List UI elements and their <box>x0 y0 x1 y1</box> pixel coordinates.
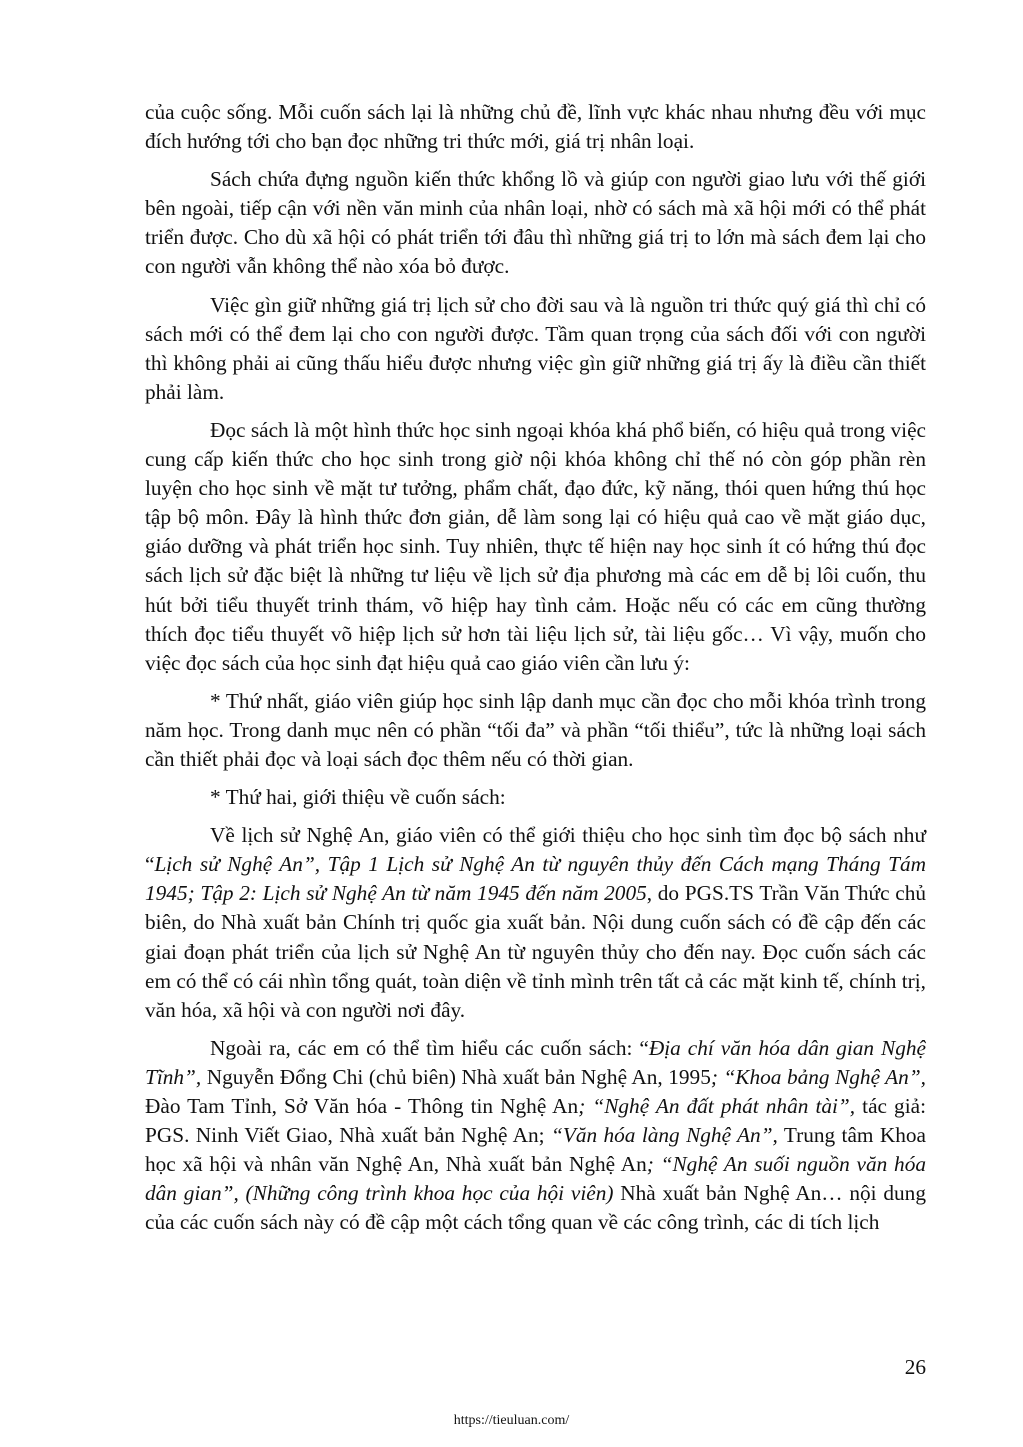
paragraph <box>145 291 926 407</box>
text-run: Đọc sách là một hình thức học sinh ngoại khóa khá phổ biến, có hiệu quả trong việc cung cấp kiến thức cho học sinh trong giờ nội khóa không chỉ thế nó còn góp phần rèn luyện cho học sinh về mặt tư tưởng, phẩm chất, đạo đức, kỹ năng, thói quen hứng thú học tập bộ môn. Đây là hình thức đơn giản, dễ làm song lại có hiệu quả cao về mặt giáo dục, giáo dưỡng và phát triển học sinh. Tuy nhiên, thực tế hiện nay học sinh ít có hứng thú đọc sách lịch sử đặc biệt là những tư liệu về lịch sử địa phương mà các em dễ bị lôi cuốn, thu hút bởi tiểu thuyết trinh thám, võ hiệp hay tình cảm. Hoặc nếu có các em cũng thường thích đọc tiểu thuyết võ hiệp lịch sử hơn tài liệu lịch sử, tài liệu gốc… Vì vậy, muốn cho việc đọc sách của học sinh đạt hiệu quả cao giáo viên cần lưu ý: <box>145 417 926 675</box>
text-run: của cuộc sống. Mỗi cuốn sách lại là những chủ đề, lĩnh vực khác nhau nhưng đều với mục đích hướng tới cho bạn đọc những tri thức mới, giá trị nhân loại. <box>145 100 926 154</box>
text-run: Về lịch sử Nghệ An, giáo viên có thể giới thiệu cho học sinh tìm đọc bộ sách như “ <box>145 823 926 877</box>
text-run: Trung tâm Khoa học xã hội và nhân văn Nghệ An, Nhà xuất bản Nghệ An <box>145 1123 926 1177</box>
text-run: Nguyễn Đổng Chi (chủ biên) Nhà xuất bản Nghệ An, 1995 <box>201 1064 711 1089</box>
text-run: * Thứ nhất, giáo viên giúp học sinh lập danh mục cần đọc cho mỗi khóa trình trong năm học. Trong danh mục nên có phần “tối đa” và phần “tối thiểu”, tức là những loại sách cần thiết phải đọc và loại sách đọc thêm nếu có thời gian. <box>145 688 926 771</box>
paragraph <box>145 416 926 678</box>
text-run: Đào Tam Tỉnh, Sở Văn hóa - Thông tin Nghệ An <box>145 1094 579 1118</box>
source-url: https://tieuluan.com/ <box>453 1413 570 1428</box>
text-run: Sách chứa đựng nguồn kiến thức khổng lồ và giúp con người giao lưu với thế giới bên ngoài, tiếp cận với nền văn minh của nhân loại, nhờ có sách mà xã hội mới có thể phát triển được. Cho dù xã hội có phát triển tới đâu thì những giá trị to lớn mà sách đem lại cho con người vẫn không thể nào xóa bỏ được. <box>145 167 926 279</box>
italic-book-title: ; “Nghệ An suối nguồn văn hóa dân gian”, (Những công trình khoa học của hội viên) <box>145 1152 926 1206</box>
paragraph <box>145 821 926 1025</box>
text-run: Nhà xuất bản Nghệ An… nội dung của các cuốn sách này có đề cập một cách tổng quan về các công trình, các di tích lịch <box>145 1181 926 1235</box>
text-run: Việc gìn giữ những giá trị lịch sử cho đời sau và là nguồn tri thức quý giá thì chỉ có sách mới có thể đem lại cho con người được. Tầm quan trọng của sách đối với con người thì không phải ai cũng thấu hiểu được nhưng việc gìn giữ những giá trị ấy là điều cần thiết phải làm. <box>145 292 926 404</box>
italic-book-title: Lịch sử Nghệ An”, Tập 1 Lịch sử Nghệ An từ nguyên thủy đến Cách mạng Tháng Tám 1945; Tập 2: Lịch sử Nghệ An từ năm 1945 đến năm 2005 <box>145 852 926 906</box>
paragraph <box>145 165 926 281</box>
paragraph <box>145 687 926 774</box>
paragraph <box>145 98 926 156</box>
paragraph <box>145 1034 926 1238</box>
text-run: Ngoài ra, các em có thể tìm hiểu các cuốn sách: “ <box>210 1035 649 1060</box>
page-number: 26 <box>904 1355 926 1379</box>
paragraph <box>145 783 926 812</box>
text-run: tác giả: PGS. Ninh Viết Giao, Nhà xuất bản Nghệ An; <box>145 1094 926 1148</box>
document-body <box>145 98 926 1246</box>
text-run: , do PGS.TS Trần Văn Thức chủ biên, do Nhà xuất bản Chính trị quốc gia xuất bản. Nội dung cuốn sách có đề cập đến các giai đoạn phát triển của lịch sử Nghệ An từ nguyên thủy cho đến nay. Đọc cuốn sách các em có thể có cái nhìn tổng quát, toàn diện về tỉnh mình trên tất cả các mặt kinh tế, chính trị, văn hóa, xã hội và con người nơi đây. <box>145 881 926 1022</box>
italic-book-title: “Văn hóa làng Nghệ An”, <box>550 1123 778 1148</box>
italic-book-title: ; “Nghệ An đất phát nhân tài”, <box>578 1094 856 1118</box>
italic-book-title: ; “Khoa bảng Nghệ An”, <box>710 1064 926 1089</box>
italic-book-title: Địa chí văn hóa dân gian Nghệ Tĩnh”, <box>145 1035 926 1089</box>
text-run: * Thứ hai, giới thiệu về cuốn sách: <box>210 785 506 810</box>
